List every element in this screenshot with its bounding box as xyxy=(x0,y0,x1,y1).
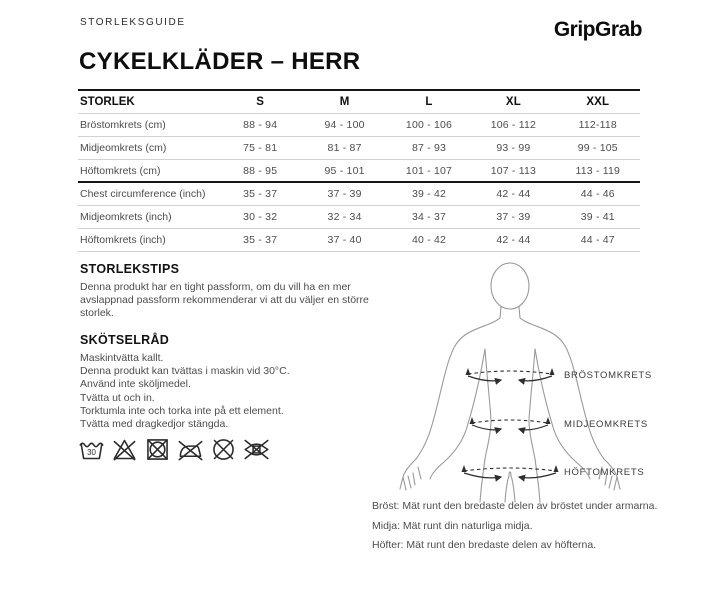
cell-value: 99 - 105 xyxy=(577,142,618,154)
care-line: Tvätta ut och in. xyxy=(80,391,155,404)
cell-value: 42 - 44 xyxy=(496,234,531,246)
cell-value: 88 - 94 xyxy=(243,119,278,131)
row-label: Höftomkrets (cm) xyxy=(80,164,161,177)
cell-value: 88 - 95 xyxy=(243,164,278,177)
hip-label: HÖFTOMKRETS xyxy=(564,467,645,478)
cell-value: 107 - 113 xyxy=(490,164,537,177)
row-label: Bröstomkrets (cm) xyxy=(80,119,166,131)
body-measurement-diagram xyxy=(392,257,660,508)
table-header-row xyxy=(78,91,640,114)
cell-value: 113 - 119 xyxy=(575,164,621,177)
care-line: Använd inte sköljmedel. xyxy=(80,378,191,391)
size-tips-text: Denna produkt har en tight passform, om du vill ha en mer avslappnad passform rekommenderar vi att du väljer en större storlek. xyxy=(80,281,369,319)
care-line: Maskintvätta kallt. xyxy=(80,352,164,364)
table-row xyxy=(78,206,640,229)
cell-value: 94 - 100 xyxy=(324,119,365,131)
cell-value: 37 - 39 xyxy=(327,188,362,200)
cell-value: 75 - 81 xyxy=(243,142,278,154)
row-label: Midjeomkrets (cm) xyxy=(80,142,167,154)
care-line: Tvätta med dragkedjor stängda. xyxy=(80,418,229,431)
cell-value: 81 - 87 xyxy=(327,142,362,154)
chest-measure-band xyxy=(466,368,555,381)
care-heading: SKÖTSELRÅD xyxy=(80,333,170,347)
care-instructions xyxy=(80,352,390,431)
cell-value: 30 - 32 xyxy=(243,211,278,223)
cell-value: 44 - 46 xyxy=(580,188,615,200)
table-row xyxy=(78,114,640,137)
cell-value: 34 - 37 xyxy=(411,211,447,223)
cell-value: 40 - 42 xyxy=(411,234,447,246)
waist-measure-band xyxy=(470,417,551,430)
row-label: Höftomkrets (inch) xyxy=(80,234,166,246)
table-row xyxy=(78,229,640,252)
chest-label: BRÖSTOMKRETS xyxy=(564,370,652,381)
do-not-tumble-dry-icon xyxy=(144,436,171,463)
cell-value: 37 - 39 xyxy=(496,211,531,223)
laundry-symbols xyxy=(78,436,270,463)
measure-instruction-hip: Höfter: Mät runt den bredaste delen av höfterna. xyxy=(372,539,597,551)
table-header-cell: STORLEK xyxy=(80,96,135,108)
row-label: Midjeomkrets (inch) xyxy=(80,211,172,223)
do-not-wring-icon xyxy=(243,436,270,463)
cell-value: 37 - 40 xyxy=(327,234,362,246)
table-row xyxy=(78,137,640,160)
measure-instruction-chest: Bröst: Mät runt den bredaste delen av bröstet under armarna. xyxy=(372,500,658,512)
do-not-iron-icon xyxy=(177,436,204,463)
table-header-cell: XL xyxy=(505,96,521,108)
do-not-dry-clean-icon xyxy=(210,436,237,463)
table-header-cell: L xyxy=(425,96,433,108)
cell-value: 42 - 44 xyxy=(496,188,531,200)
do-not-bleach-icon xyxy=(111,436,138,463)
table-header-cell: XXL xyxy=(586,96,610,108)
cell-value: 44 - 47 xyxy=(580,234,615,246)
cell-value: 35 - 37 xyxy=(243,188,278,200)
gripgrab-logo: GripGrab xyxy=(553,18,642,41)
wash-30-icon xyxy=(78,436,105,463)
size-table xyxy=(78,89,640,252)
body-figure-illustration xyxy=(392,257,660,503)
page-title: CYKELKLÄDER – HERR xyxy=(79,48,361,75)
cell-value: 95 - 101 xyxy=(324,164,365,177)
row-label: Chest circumference (inch) xyxy=(80,188,206,200)
size-tips-heading: STORLEKSTIPS xyxy=(80,262,180,276)
cell-value: 112-118 xyxy=(578,119,617,131)
cell-value: 35 - 37 xyxy=(243,234,278,246)
measurement-instructions xyxy=(372,500,712,559)
cell-value: 100 - 106 xyxy=(405,119,453,131)
page-eyebrow: STORLEKSGUIDE xyxy=(80,17,186,28)
table-header-cell: S xyxy=(256,96,265,108)
measure-instruction-waist: Midja: Mät runt din naturliga midja. xyxy=(372,519,533,532)
care-line: Torktumla inte och torka inte på ett element. xyxy=(80,404,284,417)
table-row xyxy=(78,183,640,206)
cell-value: 39 - 42 xyxy=(411,188,447,200)
waist-label: MIDJEOMKRETS xyxy=(564,419,648,430)
cell-value: 93 - 99 xyxy=(496,142,531,154)
cell-value: 87 - 93 xyxy=(411,142,447,154)
wash-temp-label: 30 xyxy=(87,448,96,458)
table-row xyxy=(78,160,640,183)
care-line: Denna produkt kan tvättas i maskin vid 30°C. xyxy=(80,365,290,378)
cell-value: 101 - 107 xyxy=(405,164,453,177)
table-header-cell: M xyxy=(339,96,350,108)
cell-value: 106 - 112 xyxy=(490,119,537,131)
cell-value: 39 - 41 xyxy=(580,211,615,223)
cell-value: 32 - 34 xyxy=(327,211,362,223)
